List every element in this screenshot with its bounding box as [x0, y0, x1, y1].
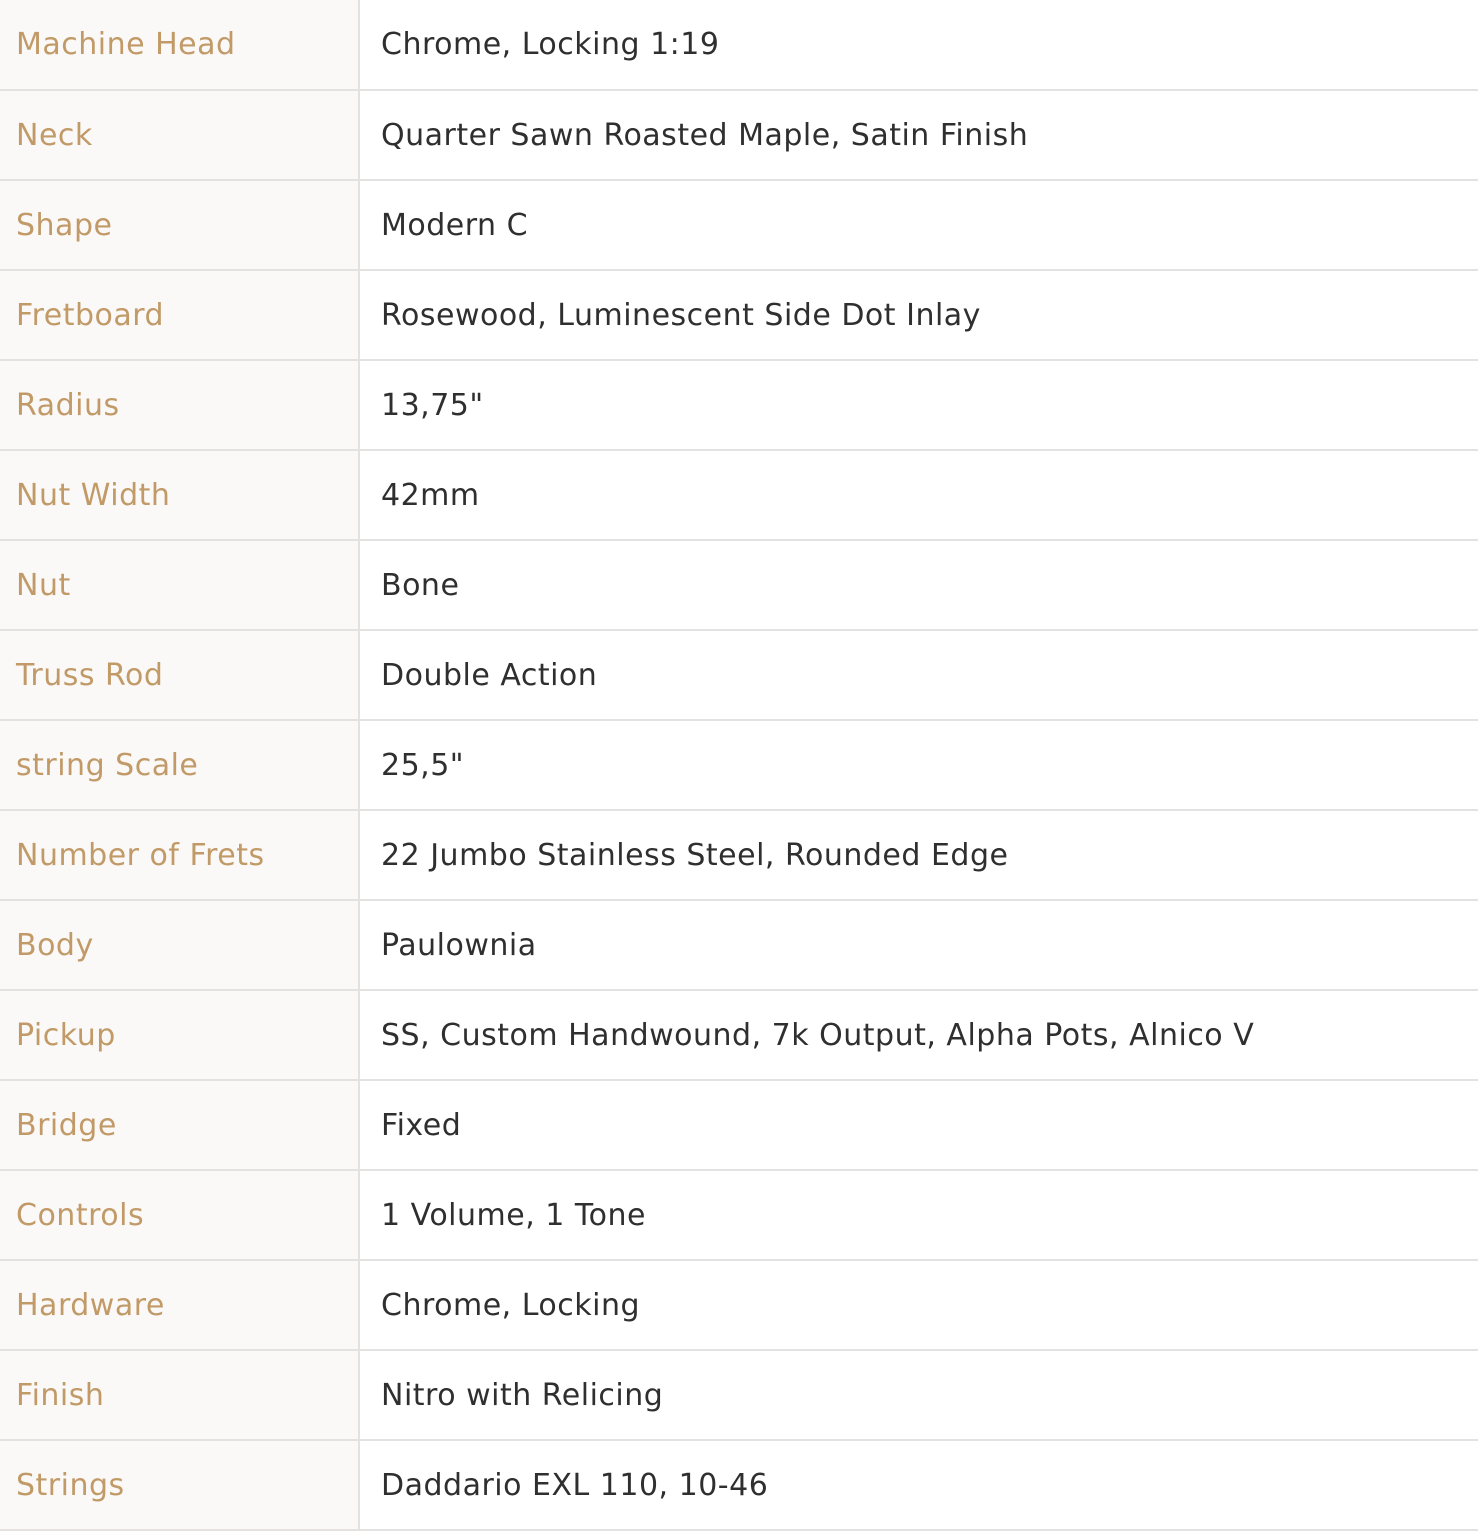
spec-value: Modern C: [359, 180, 1478, 270]
spec-row-nut: [0, 540, 1478, 630]
spec-label: Controls: [0, 1170, 359, 1260]
spec-label: Finish: [0, 1350, 359, 1440]
spec-value: SS, Custom Handwound, 7k Output, Alpha Pots, Alnico V: [359, 990, 1478, 1080]
spec-row-machine-head: [0, 0, 1478, 90]
spec-label: Nut: [0, 540, 359, 630]
spec-label: Fretboard: [0, 270, 359, 360]
spec-label: Radius: [0, 360, 359, 450]
spec-label: Bridge: [0, 1080, 359, 1170]
spec-row-neck: [0, 90, 1478, 180]
spec-value: Bone: [359, 540, 1478, 630]
spec-value: 42mm: [359, 450, 1478, 540]
spec-row-controls: [0, 1170, 1478, 1260]
spec-label: Truss Rod: [0, 630, 359, 720]
spec-value: Quarter Sawn Roasted Maple, Satin Finish: [359, 90, 1478, 180]
spec-value: Fixed: [359, 1080, 1478, 1170]
spec-row-string-scale: [0, 720, 1478, 810]
spec-value: Paulownia: [359, 900, 1478, 990]
spec-row-nut-width: [0, 450, 1478, 540]
spec-row-body: [0, 900, 1478, 990]
spec-row-hardware: [0, 1260, 1478, 1350]
spec-row-finish: [0, 1350, 1478, 1440]
spec-value: Rosewood, Luminescent Side Dot Inlay: [359, 270, 1478, 360]
spec-row-number-of-frets: [0, 810, 1478, 900]
spec-row-fretboard: [0, 270, 1478, 360]
spec-value: Nitro with Relicing: [359, 1350, 1478, 1440]
spec-label: string Scale: [0, 720, 359, 810]
spec-value: 25,5": [359, 720, 1478, 810]
spec-label: Strings: [0, 1440, 359, 1530]
spec-label: Neck: [0, 90, 359, 180]
spec-label: Shape: [0, 180, 359, 270]
spec-label: Pickup: [0, 990, 359, 1080]
spec-row-shape: [0, 180, 1478, 270]
spec-label: Number of Frets: [0, 810, 359, 900]
spec-row-truss-rod: [0, 630, 1478, 720]
spec-row-pickup: [0, 990, 1478, 1080]
spec-label: Machine Head: [0, 0, 359, 90]
spec-value: 22 Jumbo Stainless Steel, Rounded Edge: [359, 810, 1478, 900]
spec-value: 1 Volume, 1 Tone: [359, 1170, 1478, 1260]
spec-row-bridge: [0, 1080, 1478, 1170]
spec-row-radius: [0, 360, 1478, 450]
spec-value: Daddario EXL 110, 10-46: [359, 1440, 1478, 1530]
spec-value: Chrome, Locking: [359, 1260, 1478, 1350]
spec-value: Chrome, Locking 1:19: [359, 0, 1478, 90]
spec-label: Hardware: [0, 1260, 359, 1350]
spec-value: Double Action: [359, 630, 1478, 720]
spec-row-strings: [0, 1440, 1478, 1530]
spec-value: 13,75": [359, 360, 1478, 450]
spec-label: Nut Width: [0, 450, 359, 540]
spec-label: Body: [0, 900, 359, 990]
